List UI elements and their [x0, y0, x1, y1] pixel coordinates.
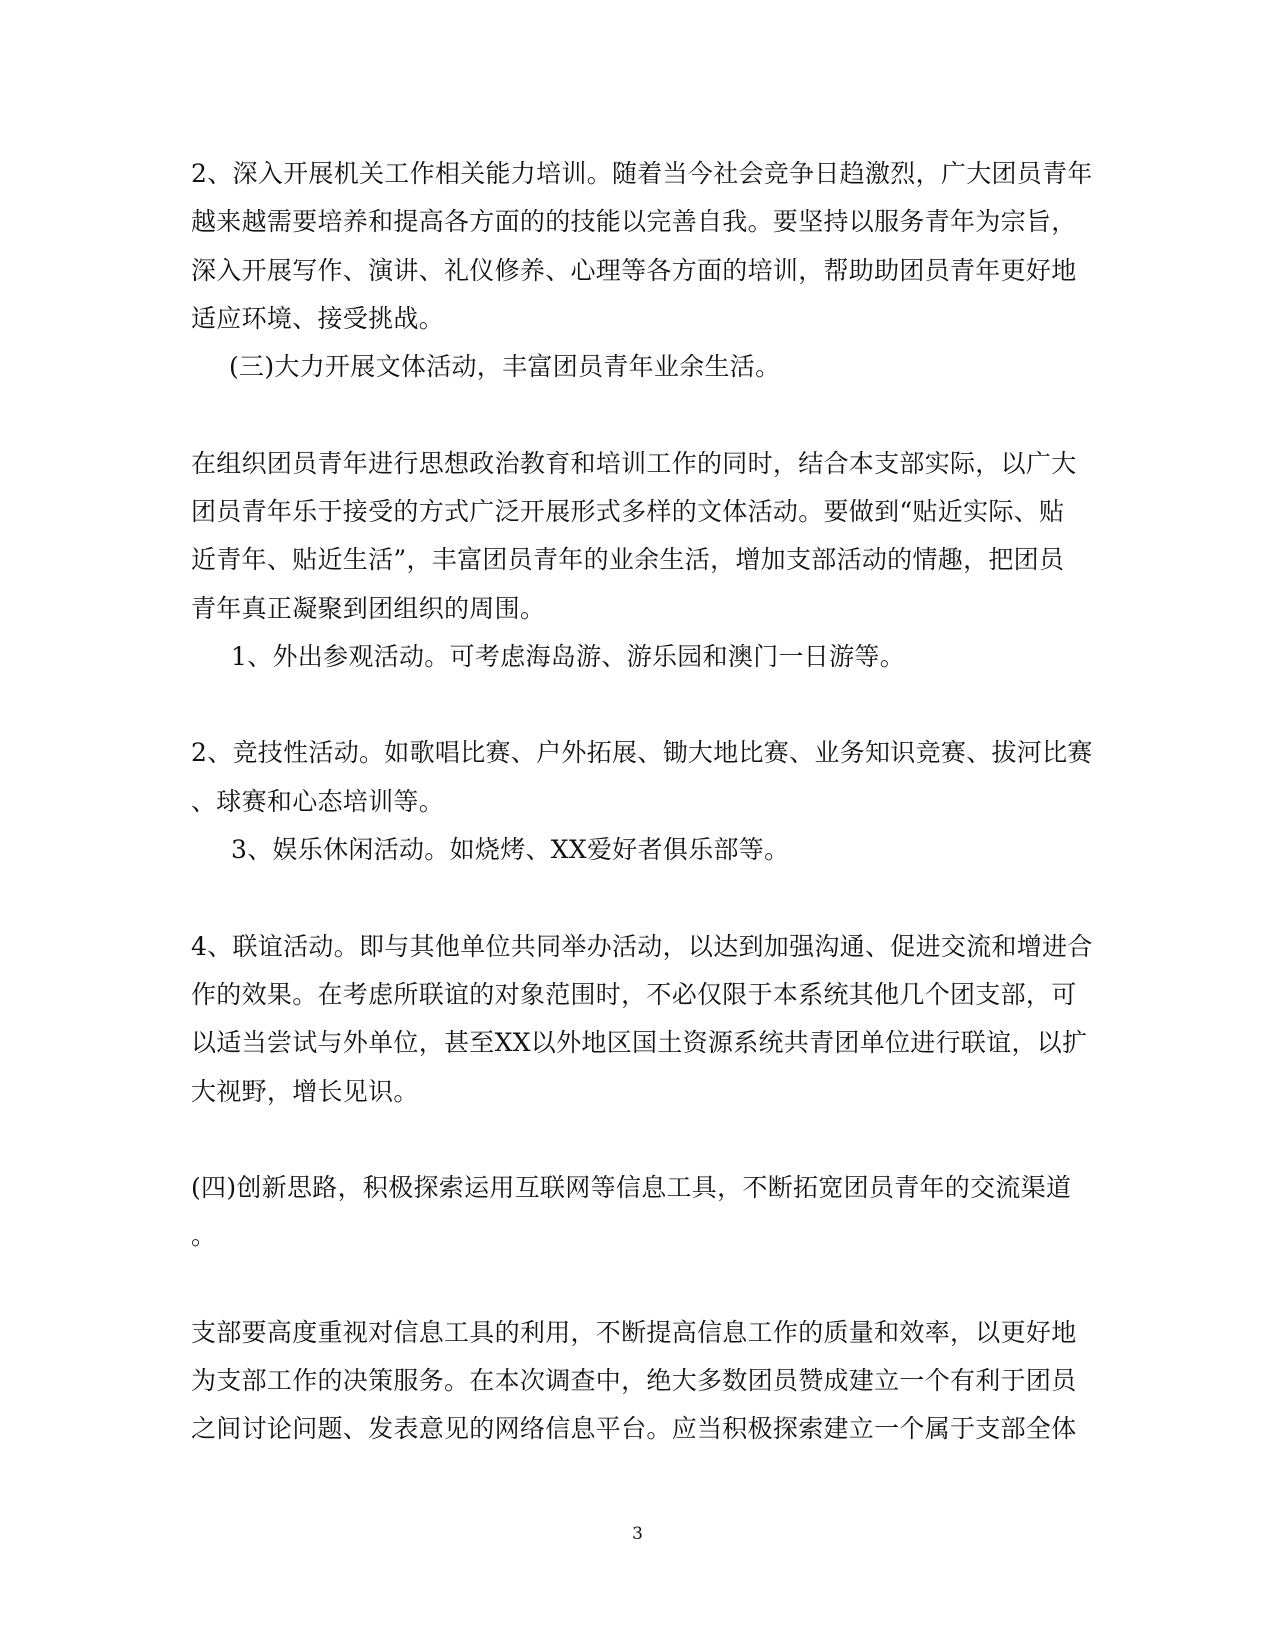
paragraph-line: 深入开展写作、演讲、礼仪修养、心理等各方面的培训，帮助助团员青年更好地: [191, 256, 1077, 285]
paragraph-line: 近青年、贴近生活”，丰富团员青年的业余生活，增加支部活动的情趣，把团员: [191, 545, 1065, 574]
page-number: 3: [632, 1524, 643, 1544]
list-item: 2、竞技性活动。如歌唱比赛、户外拓展、锄大地比赛、业务知识竞赛、拔河比赛: [191, 738, 1093, 767]
paragraph-line: 之间讨论问题、发表意见的网络信息平台。应当积极探索建立一个属于支部全体: [191, 1414, 1077, 1443]
paragraph-line: 为支部工作的决策服务。在本次调查中，绝大多数团员赞成建立一个有利于团员: [191, 1366, 1077, 1395]
list-item: 3、娱乐休闲活动。如烧烤、XX爱好者俱乐部等。: [231, 835, 790, 864]
list-item: 4、联谊活动。即与其他单位共同举办活动，以达到加强沟通、促进交流和增进合: [191, 932, 1093, 961]
paragraph-line: 、球赛和心态培训等。: [191, 787, 445, 816]
paragraph-line: 。: [191, 1221, 217, 1250]
section-heading: (三)大力开展文体活动，丰富团员青年业余生活。: [229, 352, 781, 381]
paragraph-line: 团员青年乐于接受的方式广泛开展形式多样的文体活动。要做到“贴近实际、贴: [191, 497, 1065, 526]
paragraph-line: 2、深入开展机关工作相关能力培训。随着当今社会竞争日趋激烈，广大团员青年: [191, 159, 1093, 188]
paragraph-line: 青年真正凝聚到团组织的周围。: [191, 594, 546, 623]
paragraph-line: 大视野，增长见识。: [191, 1077, 419, 1106]
paragraph-line: 作的效果。在考虑所联谊的对象范围时，不必仅限于本系统其他几个团支部，可: [191, 980, 1077, 1009]
paragraph-line: 适应环境、接受挑战。: [191, 304, 445, 333]
list-item: 1、外出参观活动。可考虑海岛游、游乐园和澳门一日游等。: [231, 642, 906, 671]
paragraph-line: 以适当尝试与外单位，甚至XX以外地区国土资源系统共青团单位进行联谊，以扩: [191, 1028, 1088, 1057]
paragraph-line: 越来越需要培养和提高各方面的的技能以完善自我。要坚持以服务青年为宗旨，: [191, 207, 1077, 236]
paragraph-line: 支部要高度重视对信息工具的利用，不断提高信息工作的质量和效率，以更好地: [191, 1318, 1077, 1347]
paragraph-line: 在组织团员青年进行思想政治教育和培训工作的同时，结合本支部实际，以广大: [191, 449, 1077, 478]
section-heading: (四)创新思路，积极探索运用互联网等信息工具，不断拓宽团员青年的交流渠道: [191, 1173, 1072, 1202]
